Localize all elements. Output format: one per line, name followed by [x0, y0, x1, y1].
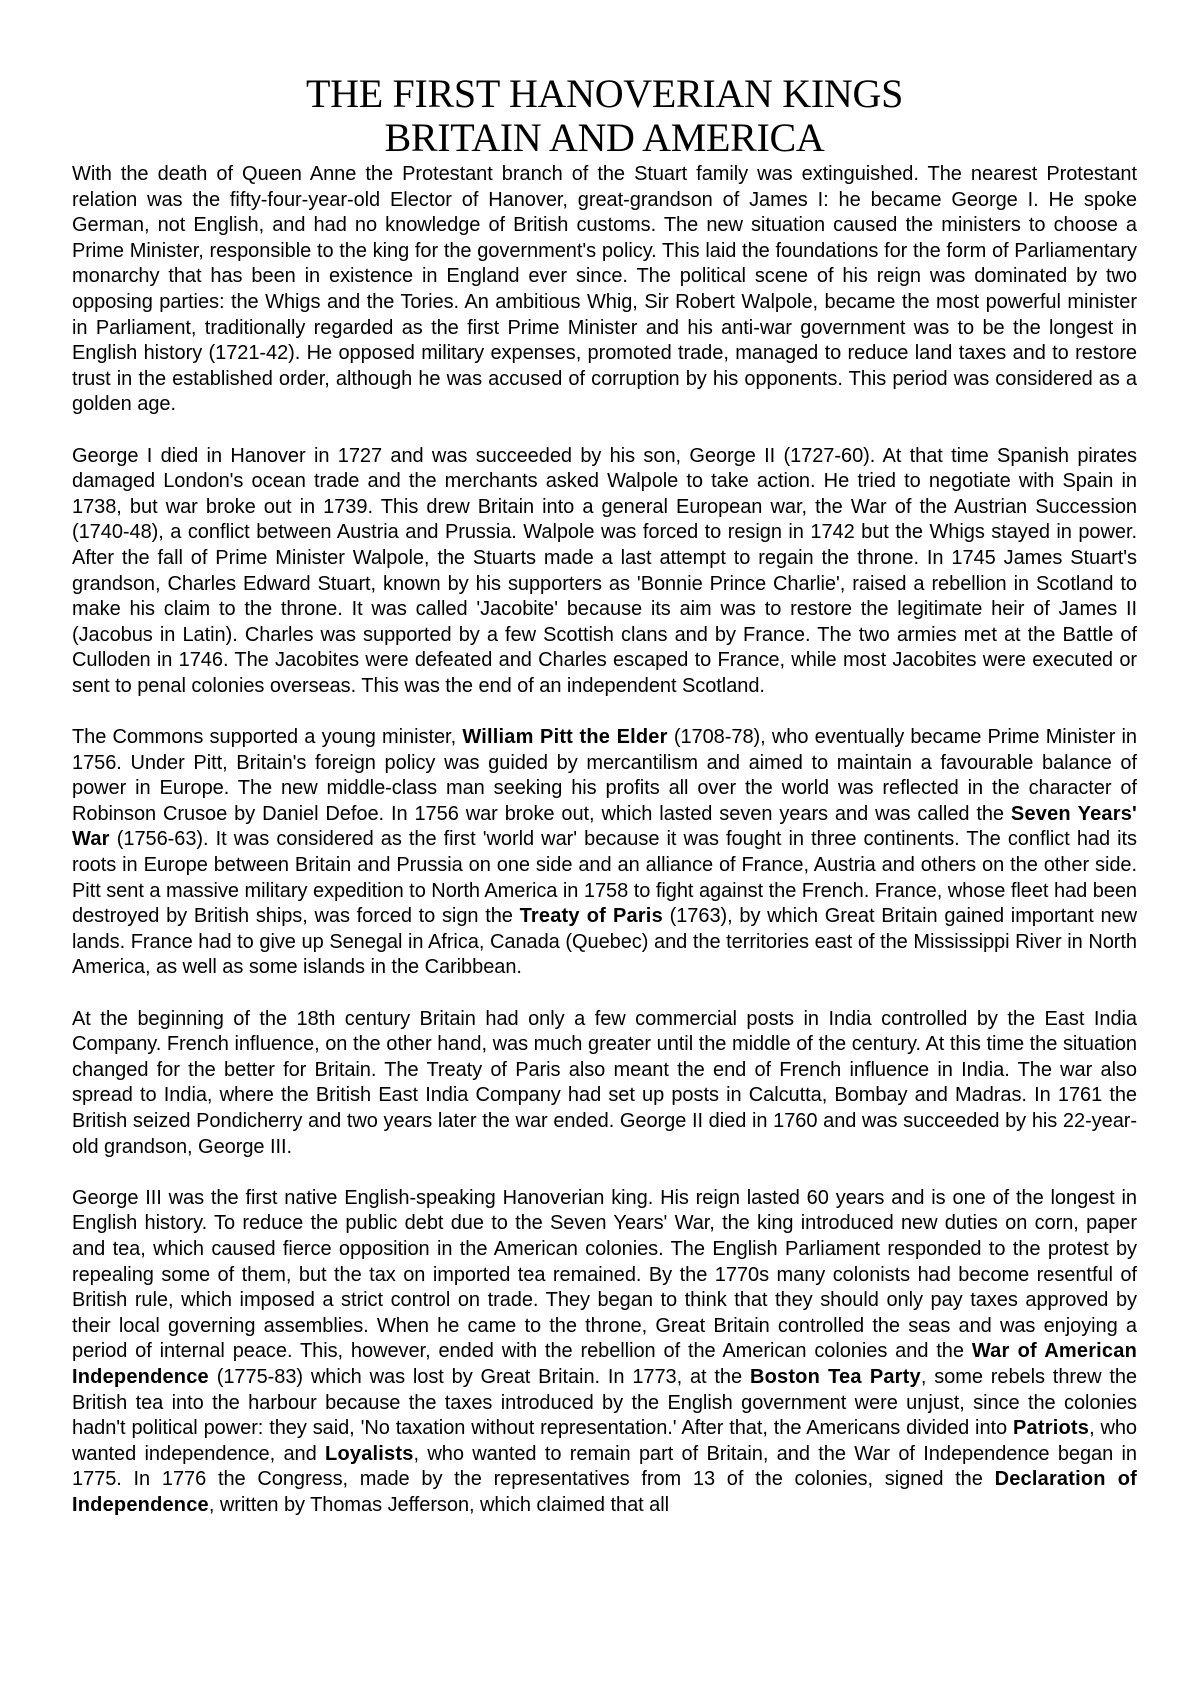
- text-run: , written by Thomas Jefferson, which claimed that all: [208, 1493, 670, 1516]
- bold-term: Boston Tea Party: [749, 1365, 921, 1388]
- text-run: At the beginning of the 18th century Britain had only a few commercial posts in India controlled by the East India Company. French influence, on the other hand, was much greater until the middle of the century. At this time the situation changed for the better for Britain. The Treaty of Paris also meant the end of French influence in India. The war also spread to India, where the British East India Company had set up posts in Calcutta, Bombay and Madras. In 1761 the British seized Pondicherry and two years later the war ended. George II died in 1760 and was succeeded by his 22-year-old grandson, George III.: [72, 1007, 1137, 1158]
- page-title: [72, 72, 1137, 160]
- text-run: (1775-83) which was lost by Great Britain. In 1773, at the: [208, 1365, 750, 1388]
- paragraph: [72, 1007, 1137, 1161]
- bold-term: Seven Years' War: [72, 802, 1137, 851]
- text-run: (1708-78), who eventually became Prime Minister in 1756. Under Pitt, Britain's foreign policy was guided by mercantilism and aimed to maintain a favourable balance of power in Europe. The new middle-class man seeking his profits all over the world was reflected in the character of Robinson Crusoe by Daniel Defoe. In 1756 war broke out, which lasted seven years and was called the: [72, 726, 1138, 825]
- paragraph: [72, 725, 1137, 981]
- bold-term: William Pitt the Elder: [462, 726, 668, 749]
- text-run: With the death of Queen Anne the Protestant branch of the Stuart family was extinguished. The nearest Protestant relation was the fifty-four-year-old Elector of Hanover, great-grandson of James I: he became George I. He spoke German, not English, and had no knowledge of British customs. The new situation caused the ministers to choose a Prime Minister, responsible to the king for the government's policy. This laid the foundations for the form of Parliamentary monarchy that has been in existence in England ever since. The political scene of his reign was dominated by two opposing parties: the Whigs and the Tories. An ambitious Whig, Sir Robert Walpole, became the most powerful minister in Parliament, traditionally regarded as the first Prime Minister and his anti-war government was to be the longest in English history (1721-42). He opposed military expenses, promoted trade, managed to reduce land taxes and to restore trust in the established order, although he was accused of corruption by his opponents. This period was considered as a golden age.: [72, 163, 1137, 416]
- bold-term: War of American Independence: [72, 1340, 1137, 1388]
- text-run: George I died in Hanover in 1727 and was succeeded by his son, George II (1727-60). At that time Spanish pirates damaged London's ocean trade and the merchants asked Walpole to take action. He tried to negotiate with Spain in 1738, but war broke out in 1739. This drew Britain into a general European war, the War of the Austrian Succession (1740-48), a conflict between Austria and Prussia. Walpole was forced to resign in 1742 but the Whigs stayed in power. After the fall of Prime Minister Walpole, the Stuarts made a last attempt to regain the throne. In 1745 James Stuart's grandson, Charles Edward Stuart, known by his supporters as 'Bonnie Prince Charlie', raised a rebellion in Scotland to make his claim to the throne. It was called 'Jacobite' because its aim was to restore the legitimate heir of James II (Jacobus in Latin). Charles was supported by a few Scottish clans and by France. The two armies met at the Battle of Culloden in 1746. The Jacobites were defeated and Charles escaped to France, while most Jacobites were executed or sent to penal colonies overseas. This was the end of an independent Scotland.: [72, 444, 1137, 697]
- text-run: George III was the first native English-speaking Hanoverian king. His reign lasted 60 years and is one of the longest in English history. To reduce the public debt due to the Seven Years' War, the king introduced new duties on corn, paper and tea, which caused fierce opposition in the American colonies. The English Parliament responded to the protest by repealing some of them, but the tax on imported tea remained. By the 1770s many colonists had become resentful of British rule, which imposed a strict control on trade. They began to think that they should only pay taxes approved by their local governing assemblies. When he came to the throne, Great Britain controlled the seas and was enjoying a period of internal peace. This, however, ended with the rebellion of the American colonies and the: [72, 1186, 1137, 1363]
- text-run: , some rebels threw the British tea into the harbour because the taxes introduced by the English government were unjust, since the colonies hadn't political power: they said, 'No taxation without representation.' After that, the Americans divided into: [72, 1365, 1137, 1440]
- bold-term: Loyalists: [325, 1442, 414, 1465]
- paragraph: [72, 444, 1137, 700]
- bold-term: Declaration of Independence: [72, 1468, 1137, 1516]
- text-run: , who wanted to remain part of Britain, and the War of Independence began in 1775. In 1776 the Congress, made by the representatives from 13 of the colonies, signed the: [72, 1442, 1138, 1491]
- body-text: [72, 162, 1137, 1518]
- paragraph: [72, 162, 1137, 418]
- bold-term: Treaty of Paris: [519, 905, 663, 928]
- text-run: (1756-63). It was considered as the first 'world war' because it was fought in three continents. The conflict had its roots in Europe between Britain and Prussia on one side and an alliance of France, Austria and others on the other side. Pitt sent a massive military expedition to North America in 1758 to fight against the French. France, whose fleet had been destroyed by British ships, was forced to sign the: [72, 828, 1137, 928]
- title-line-1: THE FIRST HANOVERIAN KINGS: [305, 71, 904, 116]
- bold-term: Patriots: [1012, 1417, 1090, 1440]
- text-run: (1763), by which Great Britain gained important new lands. France had to give up Senegal in Africa, Canada (Quebec) and the territories east of the Mississippi River in North America, as well as some islands in the Caribbean.: [72, 905, 1137, 979]
- text-run: The Commons supported a young minister,: [72, 726, 463, 749]
- paragraph: [72, 1186, 1137, 1519]
- text-run: , who wanted independence, and: [72, 1417, 1137, 1465]
- title-line-2: BRITAIN AND AMERICA: [384, 115, 825, 160]
